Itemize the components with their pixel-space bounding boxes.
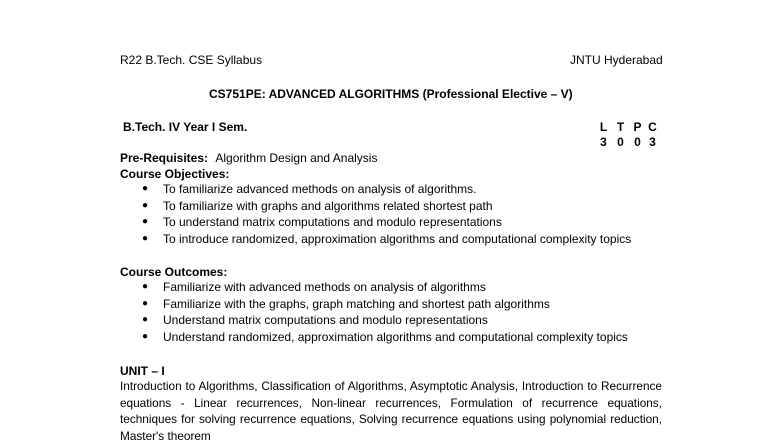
list-item: ● Understand randomized, approximation algorithms and computational complexity topics [120, 329, 628, 346]
ltpc-label-c: C [646, 120, 659, 134]
list-item: ● Familiarize with advanced methods on analysis of algorithms [120, 279, 628, 296]
outcomes-heading: Course Outcomes: [120, 265, 227, 279]
semester-label: B.Tech. IV Year I Sem. [123, 120, 247, 134]
header-right: JNTU Hyderabad [570, 53, 663, 67]
unit1-line: Introduction to Algorithms, Classification of Algorithms, Asymptotic Analysis, Introduction to Recurrence [120, 378, 662, 395]
course-title: CS751PE: ADVANCED ALGORITHMS (Professional Elective – V) [209, 87, 573, 101]
ltpc-value-p: 0 [631, 135, 644, 149]
list-item: ● To familiarize advanced methods on analysis of algorithms. [120, 181, 631, 198]
list-item: ● To understand matrix computations and modulo representations [120, 214, 631, 231]
list-item: ● To familiarize with graphs and algorithms related shortest path [120, 198, 631, 215]
ltpc-value-l: 3 [597, 135, 610, 149]
bullet-icon: ● [142, 231, 148, 248]
list-item: ● Understand matrix computations and modulo representations [120, 312, 628, 329]
ltpc-value-t: 0 [614, 135, 627, 149]
prerequisites-label: Pre-Requisites: [120, 151, 208, 165]
bullet-icon: ● [142, 214, 148, 231]
ltpc-label-p: P [631, 120, 644, 134]
ltpc-label-t: T [614, 120, 627, 134]
list-item: ● Familiarize with the graphs, graph matching and shortest path algorithms [120, 296, 628, 313]
header-left: R22 B.Tech. CSE Syllabus [120, 53, 262, 67]
unit1-line: techniques for solving recurrence equations, Solving recurrence equations using polynomial reduction, [120, 411, 662, 428]
bullet-icon: ● [142, 279, 148, 296]
list-item: ● To introduce randomized, approximation algorithms and computational complexity topics [120, 231, 631, 248]
outcomes-list [120, 279, 628, 346]
objectives-list [120, 181, 631, 248]
objectives-heading: Course Objectives: [120, 167, 229, 181]
bullet-icon: ● [142, 329, 148, 346]
bullet-icon: ● [142, 312, 148, 329]
prerequisites-value: Algorithm Design and Analysis [215, 151, 377, 165]
bullet-icon: ● [142, 181, 148, 198]
unit1-body [120, 378, 662, 444]
bullet-icon: ● [142, 296, 148, 313]
bullet-icon: ● [142, 198, 148, 215]
ltpc-label-l: L [597, 120, 610, 134]
unit1-heading: UNIT – I [120, 364, 165, 378]
prerequisites [120, 151, 377, 165]
unit1-line: Master's theorem [120, 428, 662, 444]
unit1-line: equations - Linear recurrences, Non-linear recurrences, Formulation of recurrence equations, [120, 395, 662, 412]
ltpc-value-c: 3 [646, 135, 659, 149]
